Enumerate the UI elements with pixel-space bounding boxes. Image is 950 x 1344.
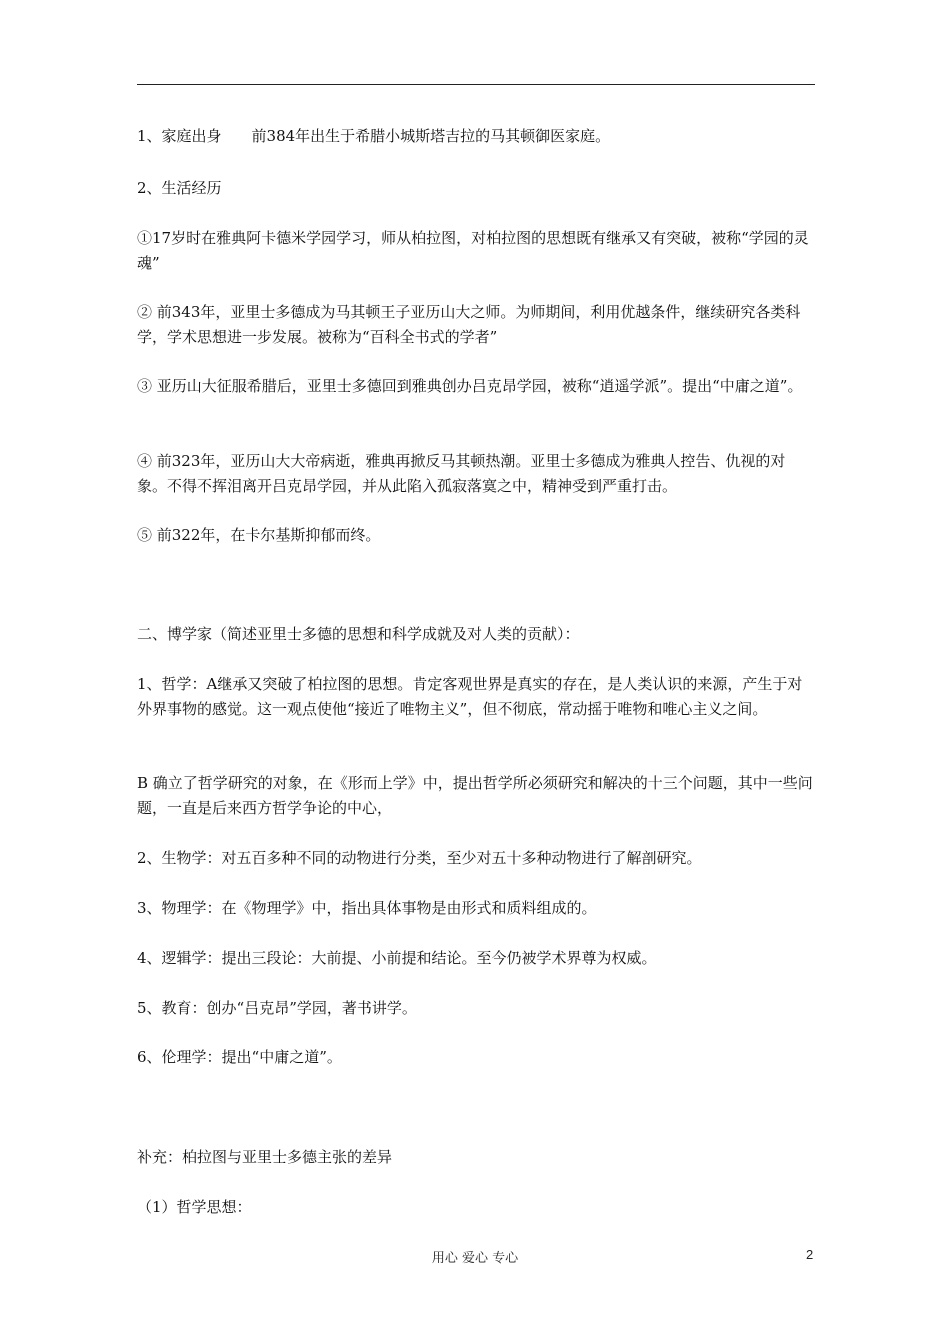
footer-text: 用心 爱心 专心 — [431, 1251, 519, 1266]
paragraph-life-3: ③ 亚历山大征服希腊后，亚里士多德回到雅典创办吕克昂学园，被称“逍遥学派”。提出“中庸之道”。 — [137, 377, 803, 395]
paragraph-philosophy-thought: （1）哲学思想： — [137, 1198, 252, 1216]
paragraph-biology: 2、生物学：对五百多种不同的动物进行分类，至少对五十多种动物进行了解剖研究。 — [137, 849, 702, 867]
paragraph-philosophy-a: 1、哲学：A继承又突破了柏拉图的思想。肯定客观世界是真实的存在，是人类认识的来源，产生于对外界事物的感觉。这一观点使他“接近了唯物主义”，但不彻底，常动摇于唯物和唯心主义之间。 — [137, 675, 803, 718]
paragraph-education: 5、教育：创办“吕克昂”学园，著书讲学。 — [137, 999, 417, 1017]
paragraph-family-origin: 1、家庭出身 前384年出生于希腊小城斯塔吉拉的马其顿御医家庭。 — [137, 127, 611, 145]
paragraph-life-heading: 2、生活经历 — [137, 179, 222, 197]
paragraph-life-2: ② 前343年，亚里士多德成为马其顿王子亚历山大之师。为师期间，利用优越条件，继续研究各类科学，学术思想进一步发展。被称为“百科全书式的学者” — [137, 303, 801, 346]
paragraph-logic: 4、逻辑学：提出三段论：大前提、小前提和结论。至今仍被学术界尊为权威。 — [137, 949, 657, 967]
page-number: 2 — [806, 1247, 814, 1262]
paragraph-life-1: ①17岁时在雅典阿卡德米学园学习，师从柏拉图，对柏拉图的思想既有继承又有突破，被称“学园的灵魂” — [137, 229, 809, 272]
paragraph-life-4: ④ 前323年，亚历山大大帝病逝，雅典再掀反马其顿热潮。亚里士多德成为雅典人控告、仇视的对象。不得不挥泪离开吕克昂学园，并从此陷入孤寂落寞之中，精神受到严重打击。 — [137, 452, 786, 495]
paragraph-ethics: 6、伦理学：提出“中庸之道”。 — [137, 1048, 342, 1066]
section-heading-polymath: 二、博学家（简述亚里士多德的思想和科学成就及对人类的贡献）： — [137, 625, 580, 643]
paragraph-physics: 3、物理学：在《物理学》中，指出具体事物是由形式和质料组成的。 — [137, 899, 597, 917]
header-rule — [137, 84, 815, 85]
paragraph-life-5: ⑤ 前322年，在卡尔基斯抑郁而终。 — [137, 526, 381, 544]
paragraph-philosophy-b: B 确立了哲学研究的对象，在《形而上学》中，提出哲学所必须研究和解决的十三个问题，其中一些问题，一直是后来西方哲学争论的中心， — [137, 774, 813, 817]
paragraph-supplement: 补充：柏拉图与亚里士多德主张的差异 — [137, 1148, 393, 1166]
